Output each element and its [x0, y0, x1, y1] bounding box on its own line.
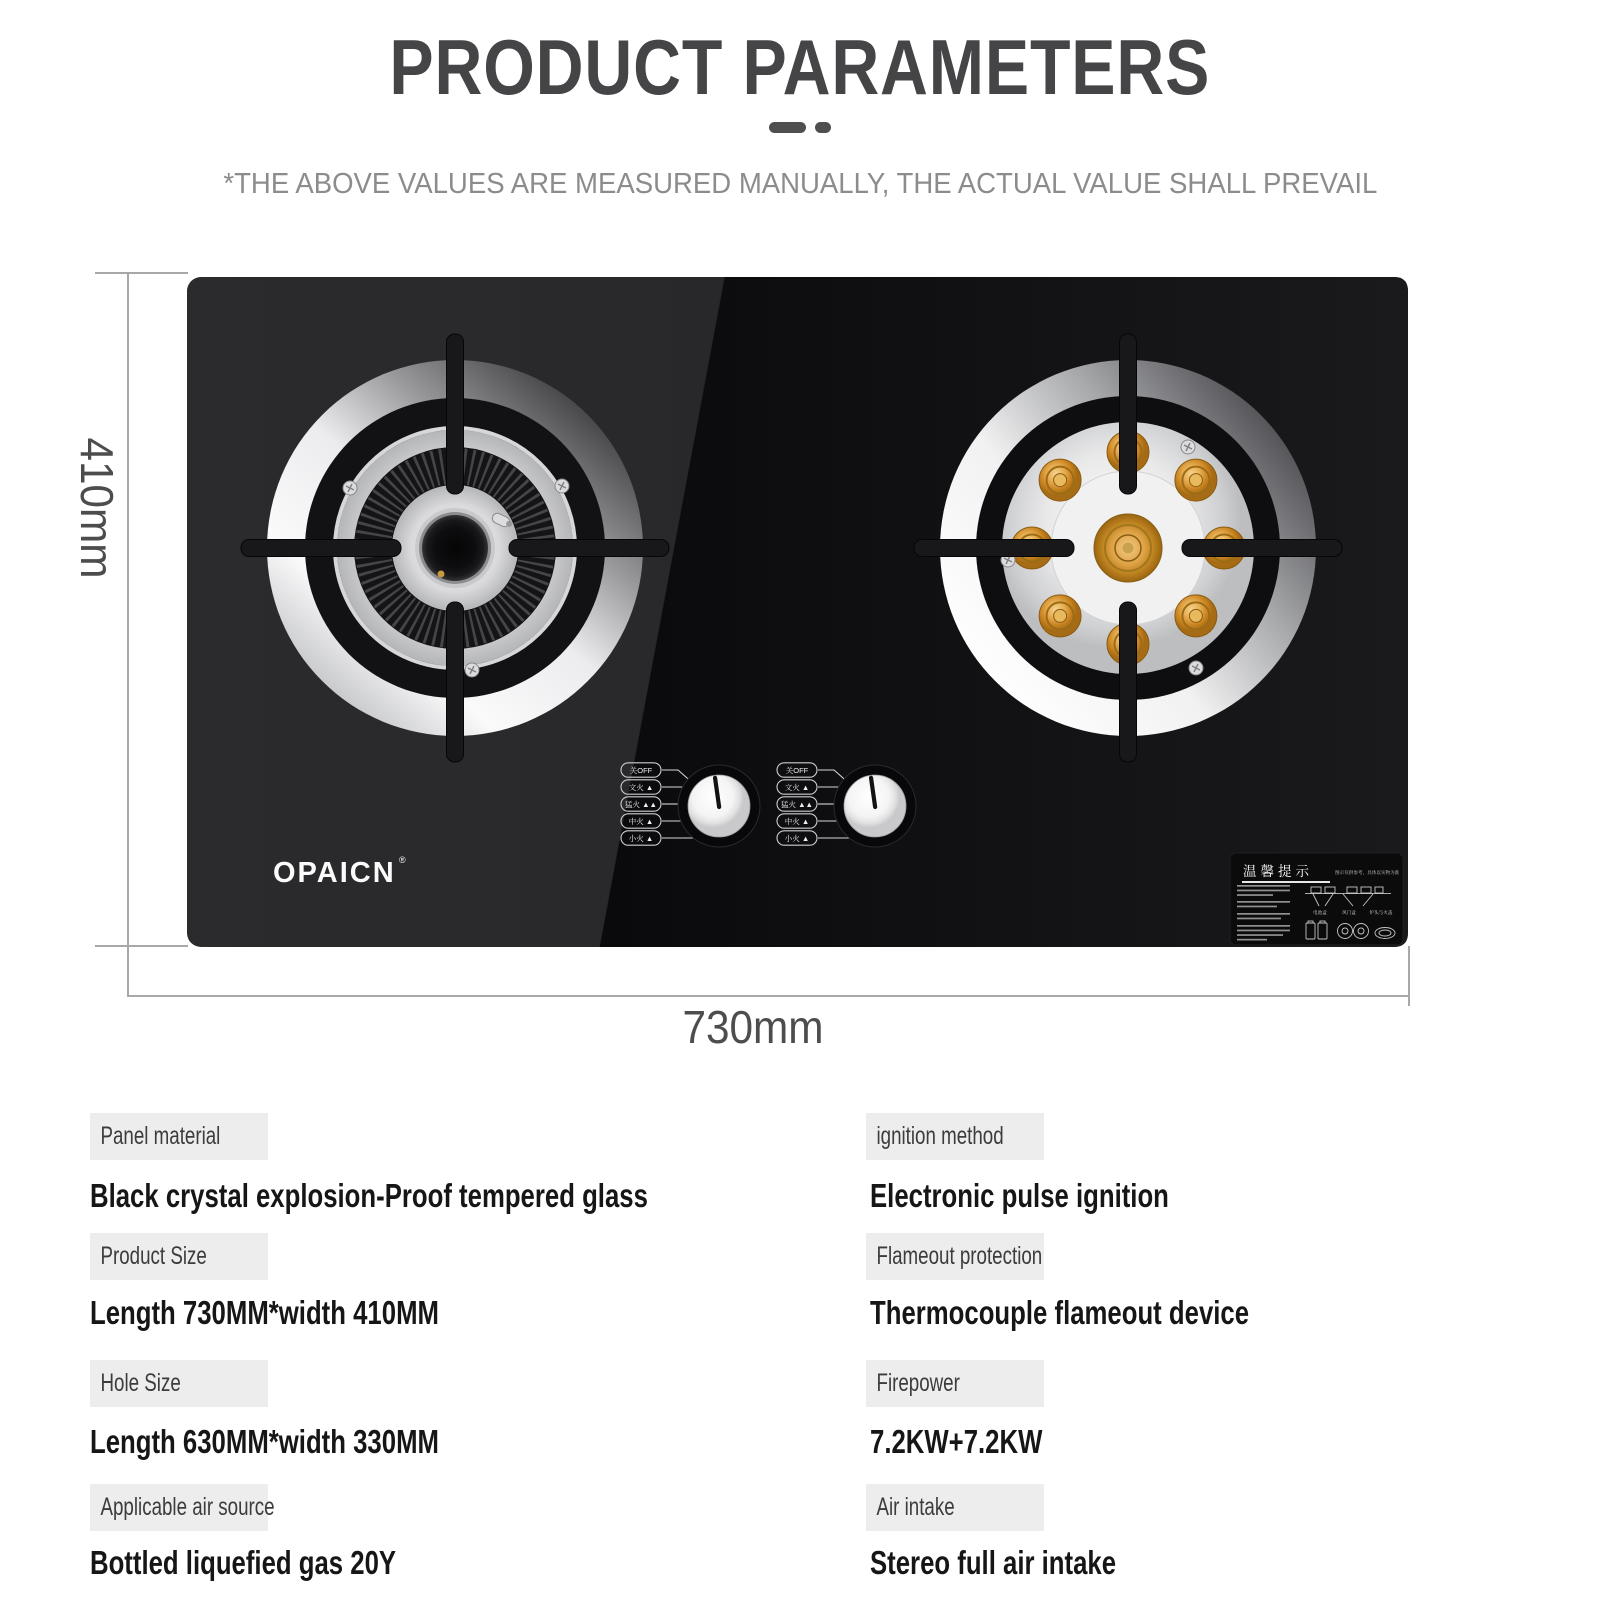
knob-scale-label: 小火 ▲	[784, 834, 810, 843]
brand-logo: OPAICN	[273, 857, 396, 889]
spec-label-ignition-method: ignition method	[866, 1113, 1044, 1160]
knob-scale-label: 关OFF	[629, 766, 653, 775]
knob-scale-label: 中火 ▲	[784, 817, 810, 826]
dim-tick-top	[95, 272, 188, 274]
notice-subtitle: 图示仅供参考，具体以实物为准	[1335, 870, 1400, 875]
dim-line-vertical	[127, 272, 129, 997]
divider-dash	[769, 122, 806, 133]
disclaimer-text: *THE ABOVE VALUES ARE MEASURED MANUALLY, THE ACTUAL VALUE SHALL PREVAIL	[223, 168, 1377, 200]
stove-image	[187, 277, 1408, 947]
diagram-label: 电池盒	[1313, 910, 1327, 915]
spec-label-panel-material: Panel material	[90, 1113, 268, 1160]
thermocouple-tip	[438, 571, 445, 578]
spec-value-product-size: Length 730MM*width 410MM	[90, 1294, 439, 1331]
diagram-label: 炉头与火盖	[1369, 910, 1393, 915]
title-divider	[0, 122, 1600, 134]
spec-label-air-source: Applicable air source	[90, 1484, 268, 1531]
spec-label-air-intake: Air intake	[866, 1484, 1044, 1531]
spec-value-ignition-method: Electronic pulse ignition	[870, 1177, 1169, 1214]
knob-scale-label: 猛火 ▲▲	[625, 800, 657, 809]
knob-scale-label: 关OFF	[785, 766, 809, 775]
dim-line-horizontal	[127, 995, 1410, 997]
diagram-label: 风门盒	[1342, 910, 1356, 915]
knob-scale-label: 文火 ▲	[628, 783, 654, 792]
spec-value-air-source: Bottled liquefied gas 20Y	[90, 1544, 397, 1581]
knob-scale-label: 小火 ▲	[628, 834, 654, 843]
spec-label-product-size: Product Size	[90, 1233, 268, 1280]
divider-dot	[815, 122, 831, 133]
knob-scale-label: 中火 ▲	[628, 817, 654, 826]
page-title: PRODUCT PARAMETERS	[389, 23, 1211, 111]
left-burner-cap	[422, 515, 488, 581]
spec-label-firepower: Firepower	[866, 1360, 1044, 1407]
dim-tick-bottom	[95, 945, 188, 947]
spec-label-hole-size: Hole Size	[90, 1360, 268, 1407]
right-burner-center-cap	[1094, 514, 1162, 582]
registered-mark-icon: ®	[399, 855, 406, 865]
spec-value-flameout-protection: Thermocouple flameout device	[870, 1294, 1250, 1331]
dim-tick-right	[1408, 946, 1410, 1006]
spec-value-firepower: 7.2KW+7.2KW	[870, 1423, 1043, 1460]
spec-value-hole-size: Length 630MM*width 330MM	[90, 1423, 439, 1460]
spec-value-air-intake: Stereo full air intake	[870, 1544, 1117, 1581]
height-dimension-label: 410mm	[71, 437, 123, 579]
spec-label-flameout-protection: Flameout protection	[866, 1233, 1044, 1280]
knob-scale-label: 文火 ▲	[784, 783, 810, 792]
notice-label	[1230, 853, 1403, 945]
notice-title: 温馨提示	[1243, 864, 1313, 879]
width-dimension-label: 730mm	[682, 1001, 824, 1053]
knob-scale-label: 猛火 ▲▲	[781, 800, 813, 809]
spec-value-panel-material: Black crystal explosion-Proof tempered glass	[90, 1177, 648, 1214]
